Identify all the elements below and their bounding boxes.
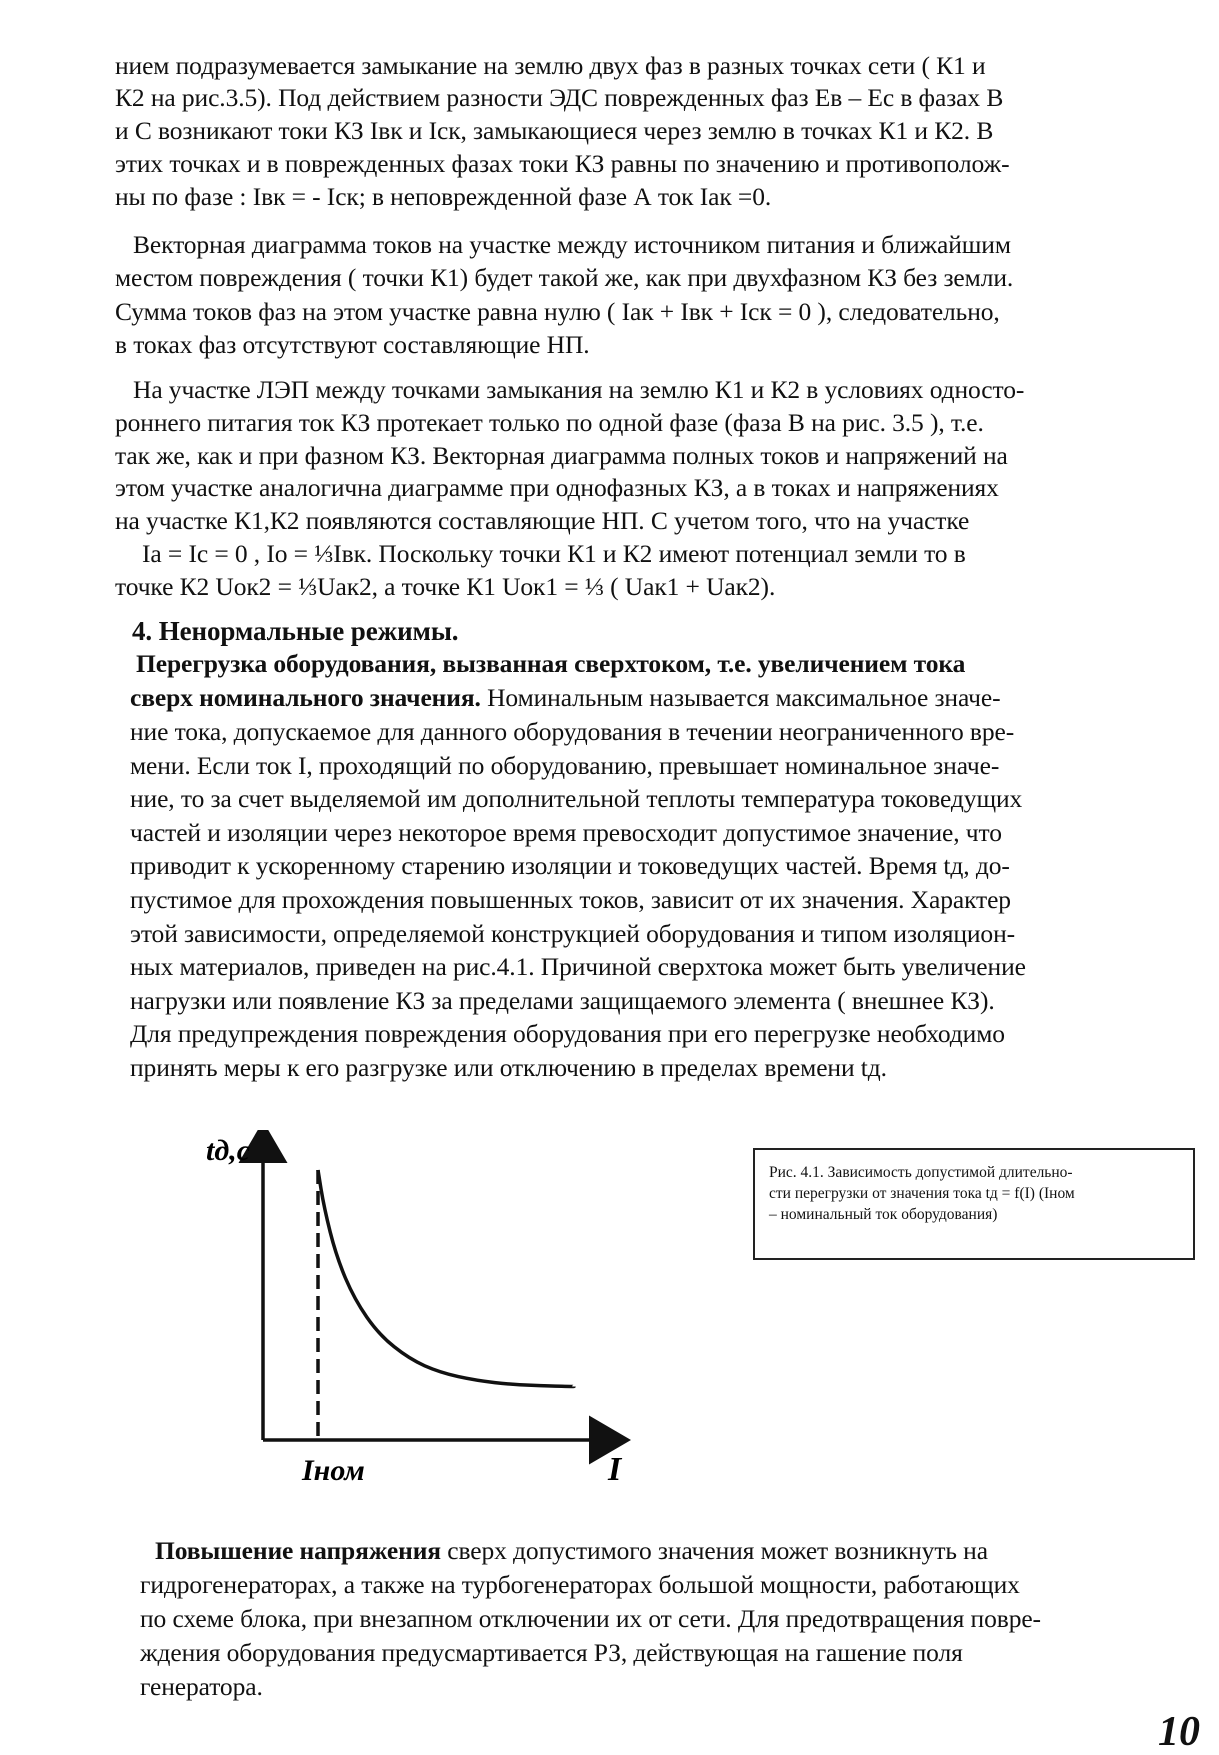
caption-line: – номинальный ток оборудования): [769, 1206, 998, 1223]
text-line: ных материалов, приведен на рис.4.1. Причиной сверхтока может быть увеличение: [130, 952, 1026, 981]
text-line: и С возникают токи КЗ Iвк и Iск, замыкающиеся через землю в точках К1 и К2. В: [115, 116, 994, 145]
x-marker-label: Iном: [302, 1454, 365, 1487]
text-line: роннего питагия ток КЗ протекает только по одной фазе (фаза В на рис. 3.5 ), т.е.: [115, 408, 984, 437]
text-line: принять меры к его разгрузке или отключению в пределах времени tд.: [130, 1053, 887, 1082]
text-line: нием подразумевается замыкание на землю двух фаз в разных точках сети ( К1 и: [115, 51, 986, 80]
text-bold-span: сверх номинального значения.: [130, 683, 481, 712]
text-bold-span: Повышение напряжения: [155, 1536, 441, 1565]
text-line: Сумма токов фаз на этом участке равна нулю ( Iак + Iвк + Iск = 0 ), следовательно,: [115, 297, 1000, 326]
text-line: на участке К1,К2 появляются составляющие НП. С учетом того, что на участке: [115, 506, 970, 535]
text-line: К2 на рис.3.5). Под действием разности ЭДС поврежденных фаз Ев – Ес в фазах В: [115, 83, 1004, 112]
text-line: мени. Если ток I, проходящий по оборудованию, превышает номинальное значе-: [130, 751, 1000, 780]
text-line-bold: Перегрузка оборудования, вызванная сверхтоком, т.е. увеличением тока: [136, 649, 966, 678]
text-span: Номинальным называется максимальное значе-: [480, 683, 1001, 712]
caption-line: сти перегрузки от значения тока tд = f(I) (Iном: [769, 1185, 1075, 1202]
text-line: этой зависимости, определяемой конструкцией оборудования и типом изоляцион-: [130, 919, 1016, 948]
text-line: ние тока, допускаемое для данного оборудования в течении неограниченного вре-: [130, 717, 1015, 746]
text-line: приводит к ускоренному старению изоляции и токоведущих частей. Время tд, до-: [130, 851, 1010, 880]
text-line: Для предупреждения повреждения оборудования при его перегрузке необходимо: [130, 1019, 1005, 1048]
text-line: пустимое для прохождения повышенных токов, зависит от их значения. Характер: [130, 885, 1011, 914]
text-line: На участке ЛЭП между точками замыкания на землю К1 и К2 в условиях односто-: [133, 375, 1025, 404]
text-line: [130, 682, 1001, 714]
text-line: этом участке аналогична диаграмме при однофазных КЗ, а в токах и напряжениях: [115, 473, 999, 502]
x-axis-label: I: [608, 1451, 622, 1488]
text-line: нагрузки или появление КЗ за пределами защищаемого элемента ( внешнее КЗ).: [130, 986, 995, 1015]
text-line: местом повреждения ( точки К1) будет такой же, как при двухфазном КЗ без земли.: [115, 263, 1014, 292]
text-line: частей и изоляции через некоторое время превосходит допустимое значение, что: [130, 818, 1002, 847]
caption-line: Рис. 4.1. Зависимость допустимой длительно-: [769, 1164, 1073, 1181]
text-line: точке К2 Uoк2 = ⅓Uак2, а точке К1 Uoк1 = ⅓ ( Uак1 + Uак2).: [115, 572, 776, 601]
text-line: в токах фаз отсутствуют составляющие НП.: [115, 330, 590, 359]
text-line: этих точках и в поврежденных фазах токи КЗ равны по значению и противополож-: [115, 149, 1010, 178]
text-line: [155, 1535, 988, 1567]
section-heading: 4. Ненормальные режимы.: [132, 616, 459, 646]
page-number: 10: [1158, 1709, 1200, 1755]
text-line: ждения оборудования предусмартивается РЗ, действующая на гашение поля: [140, 1638, 963, 1667]
figure-caption: [753, 1148, 1195, 1260]
text-line: генератора.: [140, 1672, 263, 1701]
text-line: ны по фазе : Iвк = - Iск; в неповрежденной фазе А ток Iак =0.: [115, 182, 772, 211]
chart-tdop-vs-current: [180, 1130, 640, 1490]
y-axis-label: tд,c: [206, 1134, 251, 1167]
text-line: по схеме блока, при внезапном отключении их от сети. Для предотвращения повре-: [140, 1604, 1041, 1633]
series-curve: [318, 1170, 574, 1387]
text-line: Векторная диаграмма токов на участке между источником питания и ближайшим: [133, 230, 1011, 259]
text-line: ние, то за счет выделяемой им дополнительной теплоты температура токоведущих: [130, 784, 1023, 813]
text-span: сверх допустимого значения может возникнуть на: [440, 1536, 988, 1565]
text-line: гидрогенераторах, а также на турбогенераторах большой мощности, работающих: [140, 1570, 1020, 1599]
text-line: так же, как и при фазном КЗ. Векторная диаграмма полных токов и напряжений на: [115, 441, 1008, 470]
text-line: Ia = Ic = 0 , Io = ⅓Iвк. Поскольку точки К1 и К2 имеют потенциал земли то в: [142, 539, 966, 568]
